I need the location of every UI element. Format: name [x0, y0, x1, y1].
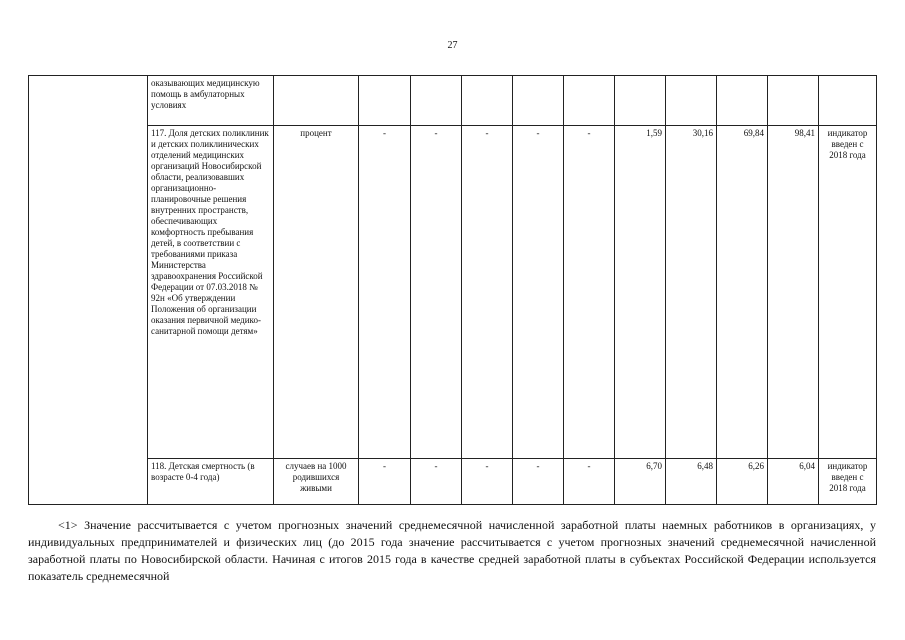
value-cell: 30,16 [666, 126, 717, 459]
value-cell [717, 76, 768, 126]
indicator-table [28, 75, 877, 505]
value-cell [411, 76, 462, 126]
table-row [29, 459, 877, 505]
value-cell: 6,04 [768, 459, 819, 505]
footnote: <1> Значение рассчитывается с учетом прогнозных значений среднемесячной начисленной заработной платы наемных работников в организациях, у индивидуальных предпринимателей и физических лиц (до 2015 года значение рассчитывается с учетом прогнозных значений среднемесячной начисленной заработной платы по Новосибирской области. Начиная с итогов 2015 года в качестве средней заработной платы в субъектах Российской Федерации используется показатель среднемесячной [28, 518, 876, 583]
empty-cell [29, 76, 148, 505]
value-cell [666, 76, 717, 126]
value-cell: - [513, 126, 564, 459]
value-cell: - [462, 459, 513, 505]
value-cell: 6,48 [666, 459, 717, 505]
value-cell [513, 76, 564, 126]
note-cell: индикатор введен с 2018 года [819, 459, 877, 505]
value-cell: - [359, 459, 411, 505]
value-cell: 6,70 [615, 459, 666, 505]
unit-cell: случаев на 1000 родившихся живыми [274, 459, 359, 505]
note-cell: индикатор введен с 2018 года [819, 126, 877, 459]
value-cell: 98,41 [768, 126, 819, 459]
unit-cell [274, 76, 359, 126]
value-cell [359, 76, 411, 126]
value-cell: - [513, 459, 564, 505]
indicator-cell: 118. Детская смертность (в возрасте 0-4 года) [148, 459, 274, 505]
table-row [29, 76, 877, 126]
value-cell [615, 76, 666, 126]
value-cell [564, 76, 615, 126]
page-number: 27 [447, 40, 458, 51]
value-cell: - [411, 126, 462, 459]
value-cell: 6,26 [717, 459, 768, 505]
value-cell: 69,84 [717, 126, 768, 459]
indicator-cell: оказывающих медицинскую помощь в амбулаторных условиях [148, 76, 274, 126]
value-cell: - [359, 126, 411, 459]
table-row [29, 126, 877, 459]
value-cell: - [411, 459, 462, 505]
value-cell: - [564, 126, 615, 459]
value-cell [462, 76, 513, 126]
value-cell: 1,59 [615, 126, 666, 459]
note-cell [819, 76, 877, 126]
value-cell: - [564, 459, 615, 505]
value-cell: - [462, 126, 513, 459]
unit-cell: процент [274, 126, 359, 459]
value-cell [768, 76, 819, 126]
indicator-cell: 117. Доля детских поликлиник и детских поликлинических отделений медицинских организаций Новосибирской области, реализовавших организационно-планировочные решения внутренних пространств, обеспечивающих комфортность пребывания детей, в соответствии с требованиями приказа Министерства здравоохранения Российской Федерации от 07.03.2018 № 92н «Об утверждении Положения об организации оказания первичной медико-санитарной помощи детям» [148, 126, 274, 459]
